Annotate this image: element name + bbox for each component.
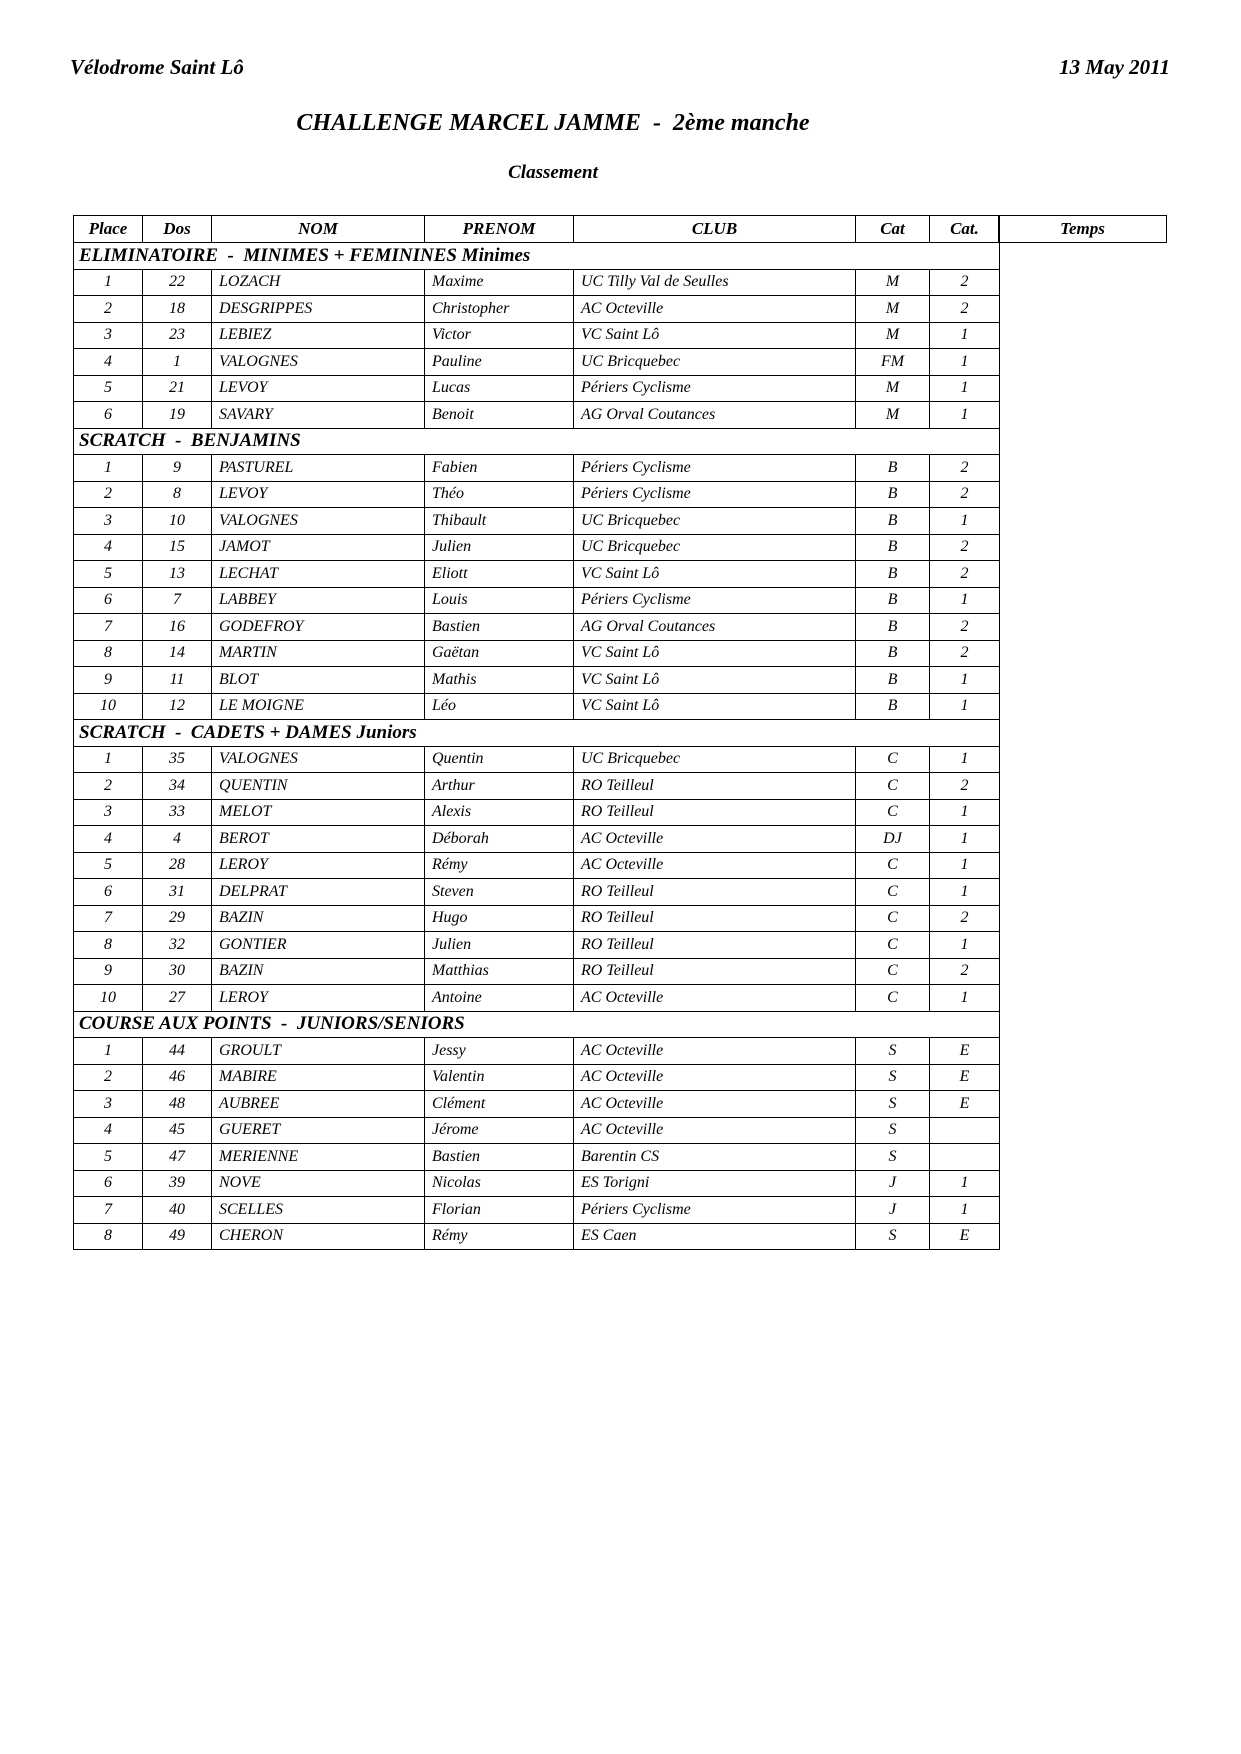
- cell-nom: MERIENNE: [212, 1144, 425, 1171]
- result-row: [74, 667, 1000, 694]
- cell-club: VC Saint Lô: [574, 640, 856, 667]
- cell-nom: NOVE: [212, 1170, 425, 1197]
- cell-prenom: Nicolas: [425, 1170, 574, 1197]
- cell-cat2: 2: [930, 905, 1000, 932]
- cell-cat: C: [856, 879, 930, 906]
- cell-dos: 30: [143, 958, 212, 985]
- cell-club: UC Bricquebec: [574, 349, 856, 376]
- cell-cat: C: [856, 852, 930, 879]
- cell-prenom: Julien: [425, 932, 574, 959]
- cell-nom: MABIRE: [212, 1064, 425, 1091]
- cell-dos: 12: [143, 693, 212, 720]
- col-header-club: CLUB: [574, 216, 856, 243]
- cell-club: Périers Cyclisme: [574, 455, 856, 482]
- cell-club: Barentin CS: [574, 1144, 856, 1171]
- cell-club: AC Octeville: [574, 1091, 856, 1118]
- cell-place: 7: [74, 614, 143, 641]
- result-row: [74, 1091, 1000, 1118]
- result-row: [74, 534, 1000, 561]
- cell-club: RO Teilleul: [574, 799, 856, 826]
- cell-place: 4: [74, 826, 143, 853]
- cell-dos: 45: [143, 1117, 212, 1144]
- cell-cat: S: [856, 1091, 930, 1118]
- col-header-dos: Dos: [143, 216, 212, 243]
- section-title: SCRATCH - BENJAMINS: [74, 428, 1000, 455]
- cell-cat: B: [856, 640, 930, 667]
- result-row: [74, 402, 1000, 429]
- result-row: [74, 746, 1000, 773]
- column-header-row: [74, 216, 1000, 243]
- cell-club: AC Octeville: [574, 1064, 856, 1091]
- cell-cat: C: [856, 799, 930, 826]
- result-row: [74, 375, 1000, 402]
- col-header-prenom: PRENOM: [425, 216, 574, 243]
- cell-club: RO Teilleul: [574, 905, 856, 932]
- cell-dos: 8: [143, 481, 212, 508]
- cell-prenom: Quentin: [425, 746, 574, 773]
- section-header-row: [74, 428, 1000, 455]
- cell-place: 10: [74, 693, 143, 720]
- section-header-row: [74, 720, 1000, 747]
- cell-club: UC Bricquebec: [574, 508, 856, 535]
- cell-club: AC Octeville: [574, 1038, 856, 1065]
- cell-cat: M: [856, 402, 930, 429]
- col-header-nom: NOM: [212, 216, 425, 243]
- cell-dos: 49: [143, 1223, 212, 1250]
- cell-cat: S: [856, 1038, 930, 1065]
- cell-nom: BLOT: [212, 667, 425, 694]
- cell-place: 3: [74, 322, 143, 349]
- cell-prenom: Florian: [425, 1197, 574, 1224]
- cell-nom: LEVOY: [212, 481, 425, 508]
- result-row: [74, 1197, 1000, 1224]
- cell-dos: 16: [143, 614, 212, 641]
- cell-cat2: 1: [930, 693, 1000, 720]
- cell-place: 4: [74, 349, 143, 376]
- cell-cat2: 1: [930, 587, 1000, 614]
- cell-club: RO Teilleul: [574, 879, 856, 906]
- result-row: [74, 481, 1000, 508]
- cell-place: 7: [74, 1197, 143, 1224]
- venue-label: Vélodrome Saint Lô: [70, 55, 244, 79]
- cell-dos: 35: [143, 746, 212, 773]
- cell-cat2: 2: [930, 614, 1000, 641]
- cell-cat2: 1: [930, 375, 1000, 402]
- cell-place: 5: [74, 375, 143, 402]
- result-row: [74, 322, 1000, 349]
- results-table-wrap: [73, 215, 1167, 1250]
- cell-club: AC Octeville: [574, 296, 856, 323]
- cell-place: 10: [74, 985, 143, 1012]
- cell-prenom: Lucas: [425, 375, 574, 402]
- result-row: [74, 640, 1000, 667]
- cell-cat: B: [856, 587, 930, 614]
- result-row: [74, 932, 1000, 959]
- cell-dos: 47: [143, 1144, 212, 1171]
- cell-cat: C: [856, 773, 930, 800]
- cell-prenom: Benoit: [425, 402, 574, 429]
- cell-club: VC Saint Lô: [574, 667, 856, 694]
- cell-place: 2: [74, 1064, 143, 1091]
- cell-place: 3: [74, 508, 143, 535]
- cell-dos: 22: [143, 269, 212, 296]
- cell-nom: QUENTIN: [212, 773, 425, 800]
- cell-cat2: 2: [930, 534, 1000, 561]
- cell-cat: M: [856, 296, 930, 323]
- cell-cat: B: [856, 481, 930, 508]
- cell-prenom: Alexis: [425, 799, 574, 826]
- cell-prenom: Valentin: [425, 1064, 574, 1091]
- cell-prenom: Rémy: [425, 1223, 574, 1250]
- cell-club: UC Bricquebec: [574, 534, 856, 561]
- cell-nom: MELOT: [212, 799, 425, 826]
- cell-place: 6: [74, 879, 143, 906]
- cell-place: 8: [74, 932, 143, 959]
- cell-place: 7: [74, 905, 143, 932]
- cell-nom: SCELLES: [212, 1197, 425, 1224]
- cell-place: 2: [74, 481, 143, 508]
- cell-cat2: E: [930, 1091, 1000, 1118]
- cell-nom: LEROY: [212, 852, 425, 879]
- cell-cat2: 2: [930, 640, 1000, 667]
- date-label: 13 May 2011: [1059, 55, 1170, 79]
- result-row: [74, 985, 1000, 1012]
- cell-club: Périers Cyclisme: [574, 587, 856, 614]
- result-row: [74, 1064, 1000, 1091]
- cell-dos: 23: [143, 322, 212, 349]
- cell-prenom: Matthias: [425, 958, 574, 985]
- cell-place: 4: [74, 1117, 143, 1144]
- result-row: [74, 269, 1000, 296]
- result-row: [74, 614, 1000, 641]
- cell-prenom: Steven: [425, 879, 574, 906]
- cell-cat2: 1: [930, 746, 1000, 773]
- cell-nom: VALOGNES: [212, 349, 425, 376]
- cell-nom: SAVARY: [212, 402, 425, 429]
- cell-cat: B: [856, 614, 930, 641]
- cell-cat2: 1: [930, 349, 1000, 376]
- result-row: [74, 1117, 1000, 1144]
- cell-place: 2: [74, 296, 143, 323]
- cell-cat2: E: [930, 1038, 1000, 1065]
- cell-cat2: 1: [930, 508, 1000, 535]
- cell-place: 5: [74, 1144, 143, 1171]
- cell-cat: S: [856, 1144, 930, 1171]
- cell-place: 8: [74, 1223, 143, 1250]
- cell-cat2: E: [930, 1223, 1000, 1250]
- section-title: SCRATCH - CADETS + DAMES Juniors: [74, 720, 1000, 747]
- cell-prenom: Jessy: [425, 1038, 574, 1065]
- cell-cat2: 2: [930, 773, 1000, 800]
- cell-dos: 19: [143, 402, 212, 429]
- cell-cat: B: [856, 508, 930, 535]
- cell-place: 9: [74, 667, 143, 694]
- cell-cat2: 1: [930, 879, 1000, 906]
- cell-dos: 48: [143, 1091, 212, 1118]
- cell-dos: 14: [143, 640, 212, 667]
- cell-prenom: Clément: [425, 1091, 574, 1118]
- cell-dos: 40: [143, 1197, 212, 1224]
- cell-nom: LECHAT: [212, 561, 425, 588]
- section-title: ELIMINATOIRE - MINIMES + FEMININES Minimes: [74, 243, 1000, 270]
- cell-dos: 1: [143, 349, 212, 376]
- cell-club: AC Octeville: [574, 1117, 856, 1144]
- cell-club: VC Saint Lô: [574, 693, 856, 720]
- result-row: [74, 349, 1000, 376]
- results-table-body: [74, 243, 1000, 1250]
- page-subtitle: Classement: [508, 162, 598, 183]
- cell-cat: B: [856, 667, 930, 694]
- cell-place: 6: [74, 587, 143, 614]
- cell-prenom: Théo: [425, 481, 574, 508]
- result-row: [74, 799, 1000, 826]
- cell-cat2: 2: [930, 481, 1000, 508]
- cell-club: VC Saint Lô: [574, 322, 856, 349]
- cell-nom: JAMOT: [212, 534, 425, 561]
- cell-cat2: 1: [930, 322, 1000, 349]
- cell-prenom: Maxime: [425, 269, 574, 296]
- cell-prenom: Déborah: [425, 826, 574, 853]
- cell-dos: 9: [143, 455, 212, 482]
- cell-prenom: Hugo: [425, 905, 574, 932]
- cell-cat2: 1: [930, 1197, 1000, 1224]
- cell-cat: C: [856, 985, 930, 1012]
- cell-club: AC Octeville: [574, 826, 856, 853]
- document-header: [70, 55, 1170, 80]
- cell-prenom: Victor: [425, 322, 574, 349]
- cell-place: 4: [74, 534, 143, 561]
- cell-cat2: 1: [930, 932, 1000, 959]
- cell-dos: 32: [143, 932, 212, 959]
- cell-club: AC Octeville: [574, 985, 856, 1012]
- cell-nom: GODEFROY: [212, 614, 425, 641]
- cell-nom: BEROT: [212, 826, 425, 853]
- cell-dos: 13: [143, 561, 212, 588]
- col-header-temps: Temps: [998, 215, 1167, 243]
- cell-prenom: Arthur: [425, 773, 574, 800]
- page-title: CHALLENGE MARCEL JAMME - 2ème manche: [296, 110, 810, 136]
- cell-cat2: 1: [930, 799, 1000, 826]
- cell-nom: LABBEY: [212, 587, 425, 614]
- cell-place: 3: [74, 799, 143, 826]
- cell-cat2: 1: [930, 402, 1000, 429]
- cell-prenom: Rémy: [425, 852, 574, 879]
- cell-nom: LEROY: [212, 985, 425, 1012]
- cell-club: AC Octeville: [574, 852, 856, 879]
- cell-cat: B: [856, 561, 930, 588]
- cell-place: 1: [74, 269, 143, 296]
- cell-cat: DJ: [856, 826, 930, 853]
- col-header-cat2: Cat.: [930, 216, 1000, 243]
- cell-dos: 27: [143, 985, 212, 1012]
- cell-nom: CHERON: [212, 1223, 425, 1250]
- cell-place: 1: [74, 455, 143, 482]
- cell-place: 3: [74, 1091, 143, 1118]
- result-row: [74, 958, 1000, 985]
- cell-dos: 28: [143, 852, 212, 879]
- cell-place: 1: [74, 1038, 143, 1065]
- cell-club: Périers Cyclisme: [574, 375, 856, 402]
- result-row: [74, 296, 1000, 323]
- cell-prenom: Antoine: [425, 985, 574, 1012]
- cell-dos: 21: [143, 375, 212, 402]
- cell-club: UC Tilly Val de Seulles: [574, 269, 856, 296]
- cell-nom: BAZIN: [212, 905, 425, 932]
- cell-place: 5: [74, 852, 143, 879]
- cell-prenom: Louis: [425, 587, 574, 614]
- cell-club: ES Caen: [574, 1223, 856, 1250]
- cell-nom: VALOGNES: [212, 746, 425, 773]
- cell-cat2: E: [930, 1064, 1000, 1091]
- cell-place: 6: [74, 402, 143, 429]
- cell-club: ES Torigni: [574, 1170, 856, 1197]
- cell-dos: 39: [143, 1170, 212, 1197]
- cell-prenom: Bastien: [425, 1144, 574, 1171]
- result-row: [74, 826, 1000, 853]
- col-header-cat: Cat: [856, 216, 930, 243]
- cell-cat2: 2: [930, 561, 1000, 588]
- cell-dos: 7: [143, 587, 212, 614]
- cell-cat2: 1: [930, 667, 1000, 694]
- cell-place: 5: [74, 561, 143, 588]
- cell-cat2: 1: [930, 1170, 1000, 1197]
- cell-nom: LOZACH: [212, 269, 425, 296]
- cell-cat: J: [856, 1197, 930, 1224]
- cell-dos: 4: [143, 826, 212, 853]
- cell-cat2: [930, 1144, 1000, 1171]
- cell-dos: 29: [143, 905, 212, 932]
- cell-nom: GUERET: [212, 1117, 425, 1144]
- cell-nom: LEBIEZ: [212, 322, 425, 349]
- cell-cat2: 2: [930, 269, 1000, 296]
- cell-dos: 18: [143, 296, 212, 323]
- cell-prenom: Christopher: [425, 296, 574, 323]
- cell-cat: C: [856, 932, 930, 959]
- cell-nom: PASTUREL: [212, 455, 425, 482]
- cell-nom: LE MOIGNE: [212, 693, 425, 720]
- section-title: COURSE AUX POINTS - JUNIORS/SENIORS: [74, 1011, 1000, 1038]
- cell-dos: 11: [143, 667, 212, 694]
- cell-cat: C: [856, 905, 930, 932]
- result-row: [74, 852, 1000, 879]
- cell-cat: S: [856, 1117, 930, 1144]
- result-row: [74, 508, 1000, 535]
- cell-dos: 46: [143, 1064, 212, 1091]
- cell-place: 1: [74, 746, 143, 773]
- result-row: [74, 1223, 1000, 1250]
- cell-cat: C: [856, 746, 930, 773]
- cell-nom: DELPRAT: [212, 879, 425, 906]
- cell-club: RO Teilleul: [574, 958, 856, 985]
- cell-place: 6: [74, 1170, 143, 1197]
- cell-nom: GONTIER: [212, 932, 425, 959]
- cell-nom: DESGRIPPES: [212, 296, 425, 323]
- cell-dos: 15: [143, 534, 212, 561]
- cell-nom: AUBREE: [212, 1091, 425, 1118]
- cell-cat2: 1: [930, 985, 1000, 1012]
- cell-club: AG Orval Coutances: [574, 614, 856, 641]
- cell-nom: LEVOY: [212, 375, 425, 402]
- cell-club: Périers Cyclisme: [574, 481, 856, 508]
- result-row: [74, 1038, 1000, 1065]
- cell-place: 2: [74, 773, 143, 800]
- results-table: [73, 215, 1000, 1250]
- result-row: [74, 1144, 1000, 1171]
- cell-dos: 34: [143, 773, 212, 800]
- cell-cat: M: [856, 269, 930, 296]
- cell-prenom: Julien: [425, 534, 574, 561]
- cell-cat2: 2: [930, 455, 1000, 482]
- cell-cat: S: [856, 1064, 930, 1091]
- cell-cat2: 1: [930, 852, 1000, 879]
- cell-dos: 44: [143, 1038, 212, 1065]
- cell-prenom: Gaëtan: [425, 640, 574, 667]
- cell-club: VC Saint Lô: [574, 561, 856, 588]
- result-row: [74, 455, 1000, 482]
- cell-prenom: Bastien: [425, 614, 574, 641]
- result-row: [74, 561, 1000, 588]
- cell-cat2: [930, 1117, 1000, 1144]
- cell-nom: BAZIN: [212, 958, 425, 985]
- cell-prenom: Fabien: [425, 455, 574, 482]
- cell-dos: 10: [143, 508, 212, 535]
- cell-prenom: Eliott: [425, 561, 574, 588]
- cell-cat: J: [856, 1170, 930, 1197]
- result-row: [74, 587, 1000, 614]
- cell-cat: S: [856, 1223, 930, 1250]
- cell-cat: C: [856, 958, 930, 985]
- cell-cat2: 1: [930, 826, 1000, 853]
- cell-club: UC Bricquebec: [574, 746, 856, 773]
- section-header-row: [74, 243, 1000, 270]
- cell-nom: GROULT: [212, 1038, 425, 1065]
- cell-prenom: Jérome: [425, 1117, 574, 1144]
- cell-cat: B: [856, 455, 930, 482]
- cell-prenom: Pauline: [425, 349, 574, 376]
- cell-dos: 31: [143, 879, 212, 906]
- cell-cat: B: [856, 693, 930, 720]
- cell-nom: VALOGNES: [212, 508, 425, 535]
- cell-place: 8: [74, 640, 143, 667]
- result-row: [74, 773, 1000, 800]
- cell-club: AG Orval Coutances: [574, 402, 856, 429]
- col-header-place: Place: [74, 216, 143, 243]
- cell-cat: FM: [856, 349, 930, 376]
- result-row: [74, 905, 1000, 932]
- cell-club: RO Teilleul: [574, 773, 856, 800]
- cell-prenom: Thibault: [425, 508, 574, 535]
- cell-cat: M: [856, 322, 930, 349]
- section-header-row: [74, 1011, 1000, 1038]
- cell-nom: MARTIN: [212, 640, 425, 667]
- cell-cat2: 2: [930, 296, 1000, 323]
- cell-cat: M: [856, 375, 930, 402]
- result-row: [74, 879, 1000, 906]
- result-row: [74, 1170, 1000, 1197]
- result-row: [74, 693, 1000, 720]
- cell-place: 9: [74, 958, 143, 985]
- cell-dos: 33: [143, 799, 212, 826]
- cell-club: RO Teilleul: [574, 932, 856, 959]
- cell-cat: B: [856, 534, 930, 561]
- cell-prenom: Léo: [425, 693, 574, 720]
- cell-prenom: Mathis: [425, 667, 574, 694]
- cell-club: Périers Cyclisme: [574, 1197, 856, 1224]
- cell-cat2: 2: [930, 958, 1000, 985]
